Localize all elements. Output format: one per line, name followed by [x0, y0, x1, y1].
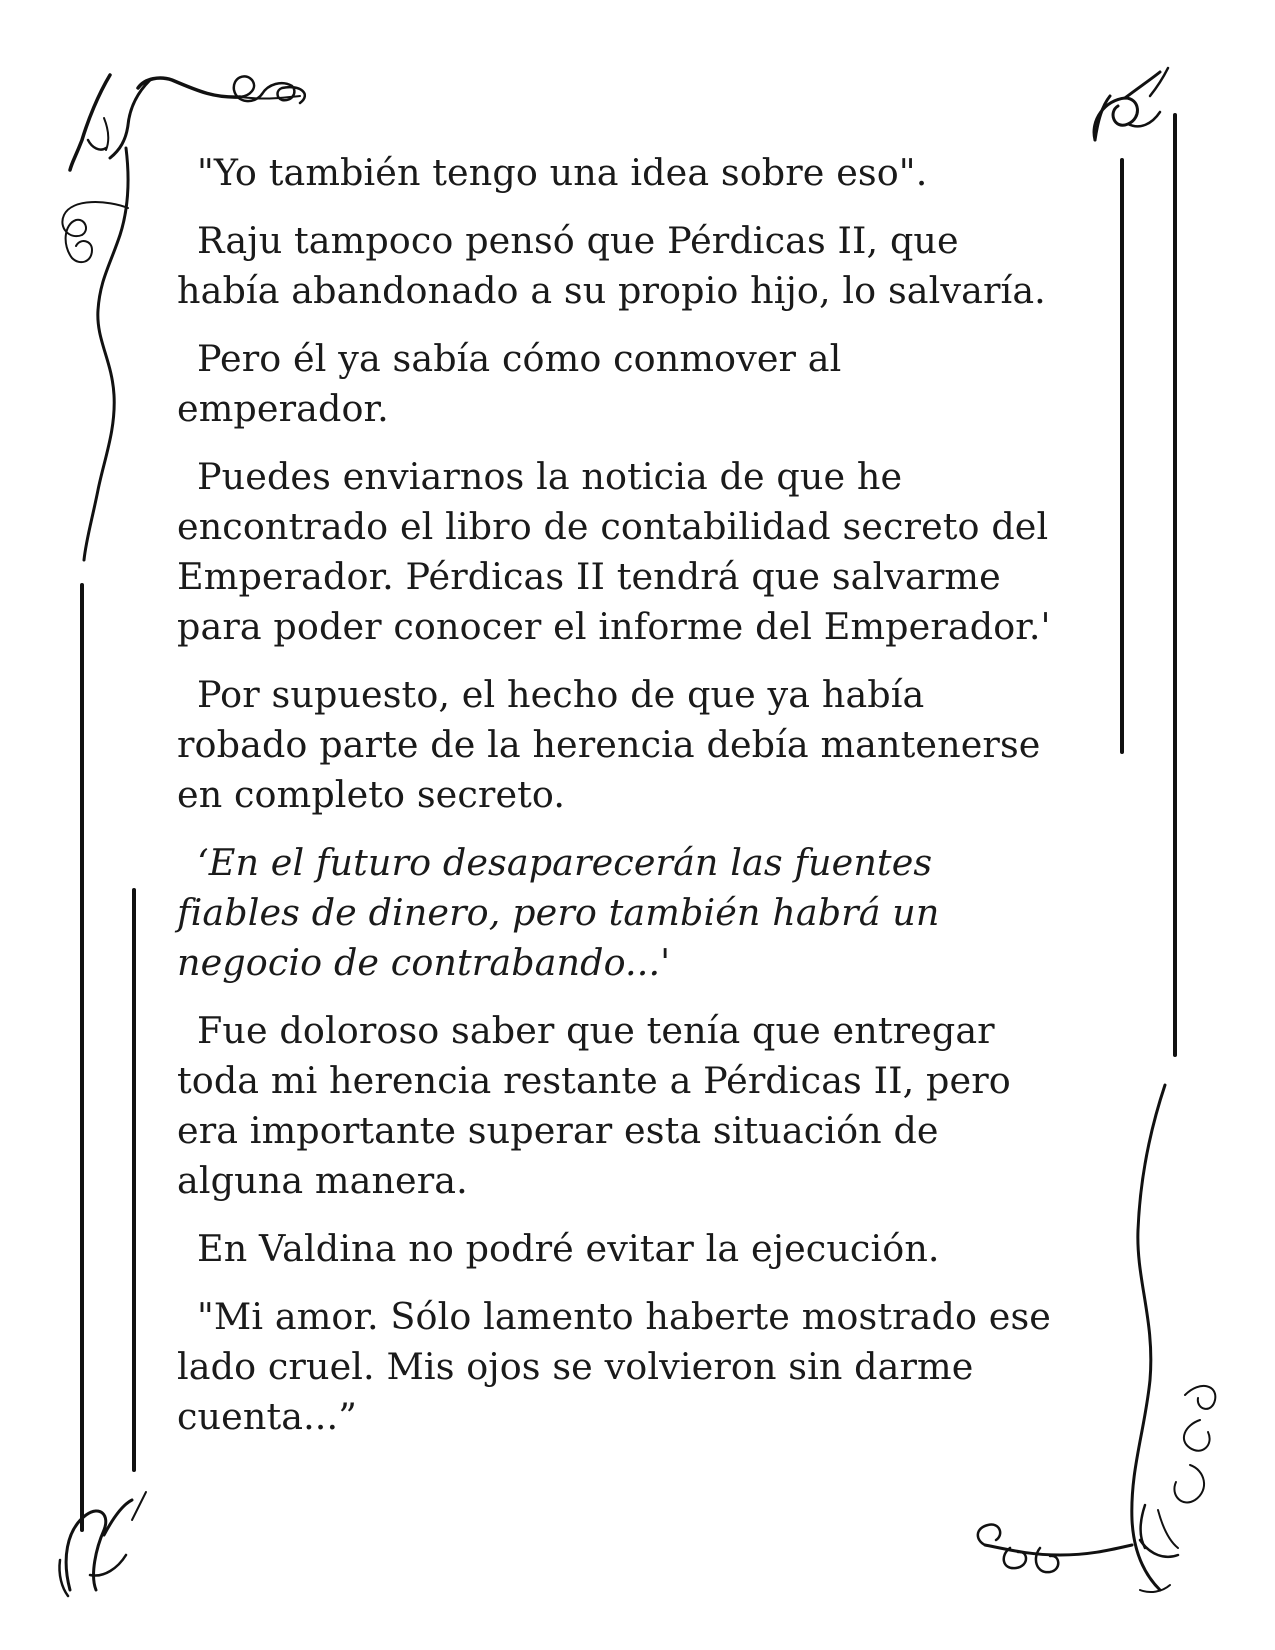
flourish-bottom-left-icon: [59, 1492, 146, 1596]
paragraph: Puedes enviarnos la noticia de que he encontrado el libro de contabilidad secreto del Emperador. Pérdicas II tendrá que salvarme para poder conocer el informe del Emperador.': [177, 455, 1051, 648]
page-body-text: [177, 148, 1082, 1460]
paragraph: Pero él ya sabía cómo conmover al emperador.: [177, 337, 842, 430]
italic-paragraph: ‘En el futuro desaparecerán las fuentes fiables de dinero, pero también habrá un negocio de contrabando...': [177, 841, 940, 984]
paragraph: Raju tampoco pensó que Pérdicas II, que había abandonado a su propio hijo, lo salvaría.: [177, 219, 1046, 312]
paragraph: Por supuesto, el hecho de que ya había robado parte de la herencia debía mantenerse en completo secreto.: [177, 673, 1041, 816]
paragraph: En Valdina no podré evitar la ejecución.: [197, 1227, 940, 1270]
paragraph: "Mi amor. Sólo lamento haberte mostrado ese lado cruel. Mis ojos se volvieron sin darme cuenta...”: [177, 1295, 1051, 1438]
paragraph: "Yo también tengo una idea sobre eso".: [197, 151, 928, 194]
paragraph: Fue doloroso saber que tenía que entregar toda mi herencia restante a Pérdicas II, pero era importante superar esta situación de alguna manera.: [177, 1009, 1011, 1202]
flourish-top-right-icon: [1094, 68, 1168, 140]
